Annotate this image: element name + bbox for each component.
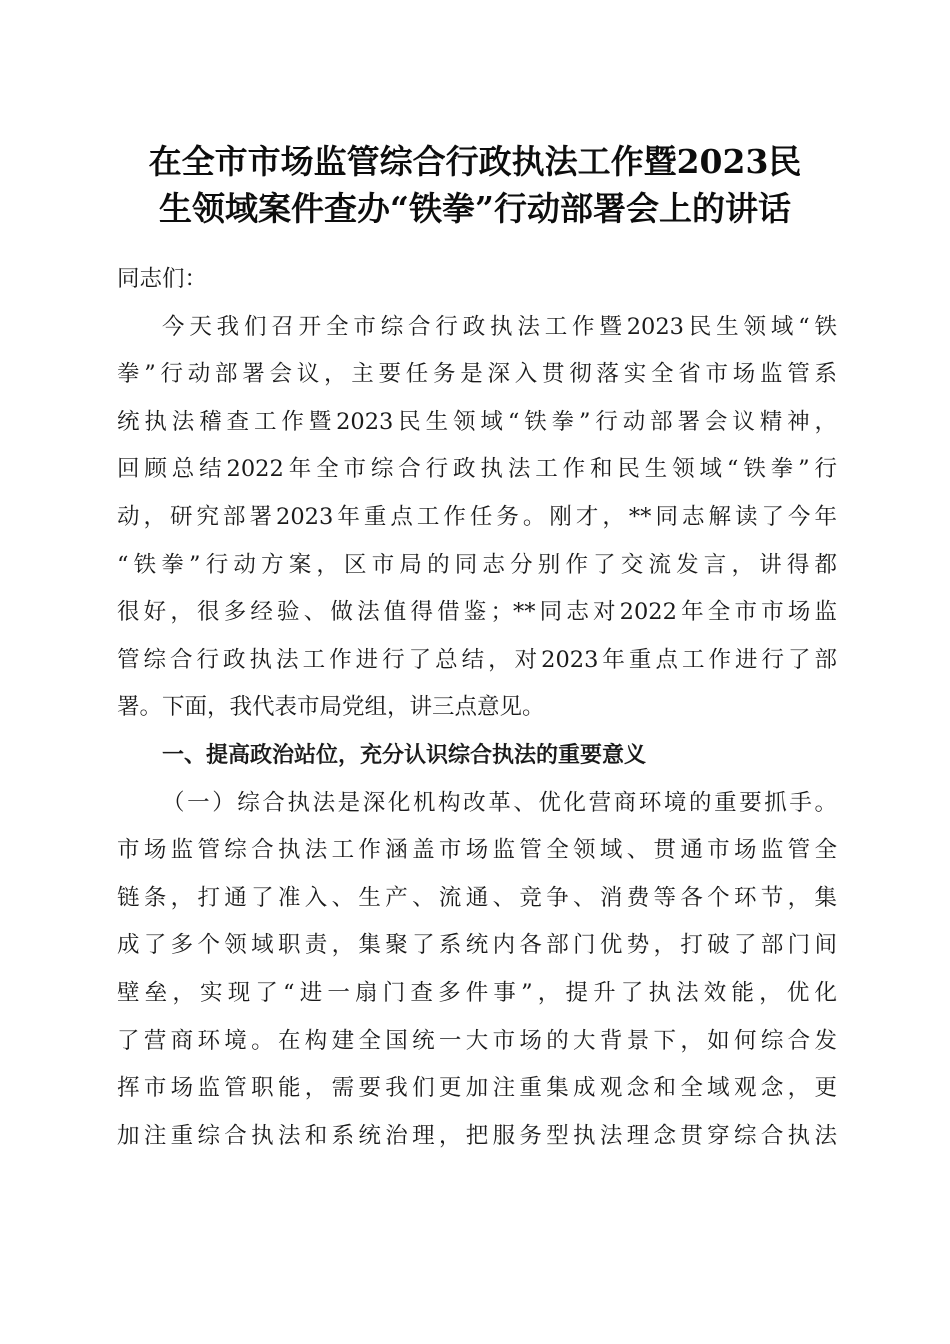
greeting: 同志们： <box>117 266 208 292</box>
paragraph-line: 加注重综合执法和系统治理，把服务型执法理念贯穿综合执法 <box>117 1122 837 1149</box>
paragraph-line: 今天我们召开全市综合行政执法工作暨2023民生领域“铁 <box>162 313 837 340</box>
paragraph-line: 壁垒，实现了“进一扇门查多件事”，提升了执法效能，优化 <box>117 979 837 1006</box>
paragraph-line: “铁拳”行动方案，区市局的同志分别作了交流发言，讲得都 <box>117 551 837 578</box>
section-heading: 一、提高政治站位，充分认识综合执法的重要意义 <box>162 742 647 768</box>
document-body <box>117 256 837 1160</box>
paragraph-line: 市场监管综合执法工作涵盖市场监管全领域、贯通市场监管全 <box>117 837 837 864</box>
paragraph-line: 回顾总结2022年全市综合行政执法工作和民生领域“铁拳”行 <box>117 456 837 483</box>
paragraph-line: （一）综合执法是深化机构改革、优化营商环境的重要抓手。 <box>162 789 837 816</box>
title-line-1: 在全市市场监管综合行政执法工作暨2023民 <box>148 142 802 181</box>
paragraph-line: 动，研究部署2023年重点工作任务。刚才，**同志解读了今年 <box>117 503 837 530</box>
paragraph-line: 管综合行政执法工作进行了总结，对2023年重点工作进行了部 <box>117 646 837 673</box>
paragraph-opening <box>117 304 837 732</box>
paragraph-line: 挥市场监管职能，需要我们更加注重集成观念和全域观念，更 <box>117 1075 837 1102</box>
document-title <box>110 138 840 232</box>
paragraph-line: 成了多个领域职责，集聚了系统内各部门优势，打破了部门间 <box>117 932 837 959</box>
paragraph-line: 链条，打通了准入、生产、流通、竞争、消费等各个环节，集 <box>117 884 837 911</box>
paragraph-line: 拳”行动部署会议，主要任务是深入贯彻落实全省市场监管系 <box>117 361 837 388</box>
paragraph-line: 统执法稽查工作暨2023民生领域“铁拳”行动部署会议精神， <box>117 408 837 435</box>
paragraph-line: 很好，很多经验、做法值得借鉴；**同志对2022年全市市场监 <box>117 599 837 626</box>
paragraph-line: 署。下面，我代表市局党组，讲三点意见。 <box>117 694 545 721</box>
paragraph-line: 了营商环境。在构建全国统一大市场的大背景下，如何综合发 <box>117 1027 837 1054</box>
title-line-2: 生领域案件查办“铁拳”行动部署会上的讲话 <box>159 189 791 228</box>
paragraph-section-1-1 <box>117 780 837 1161</box>
